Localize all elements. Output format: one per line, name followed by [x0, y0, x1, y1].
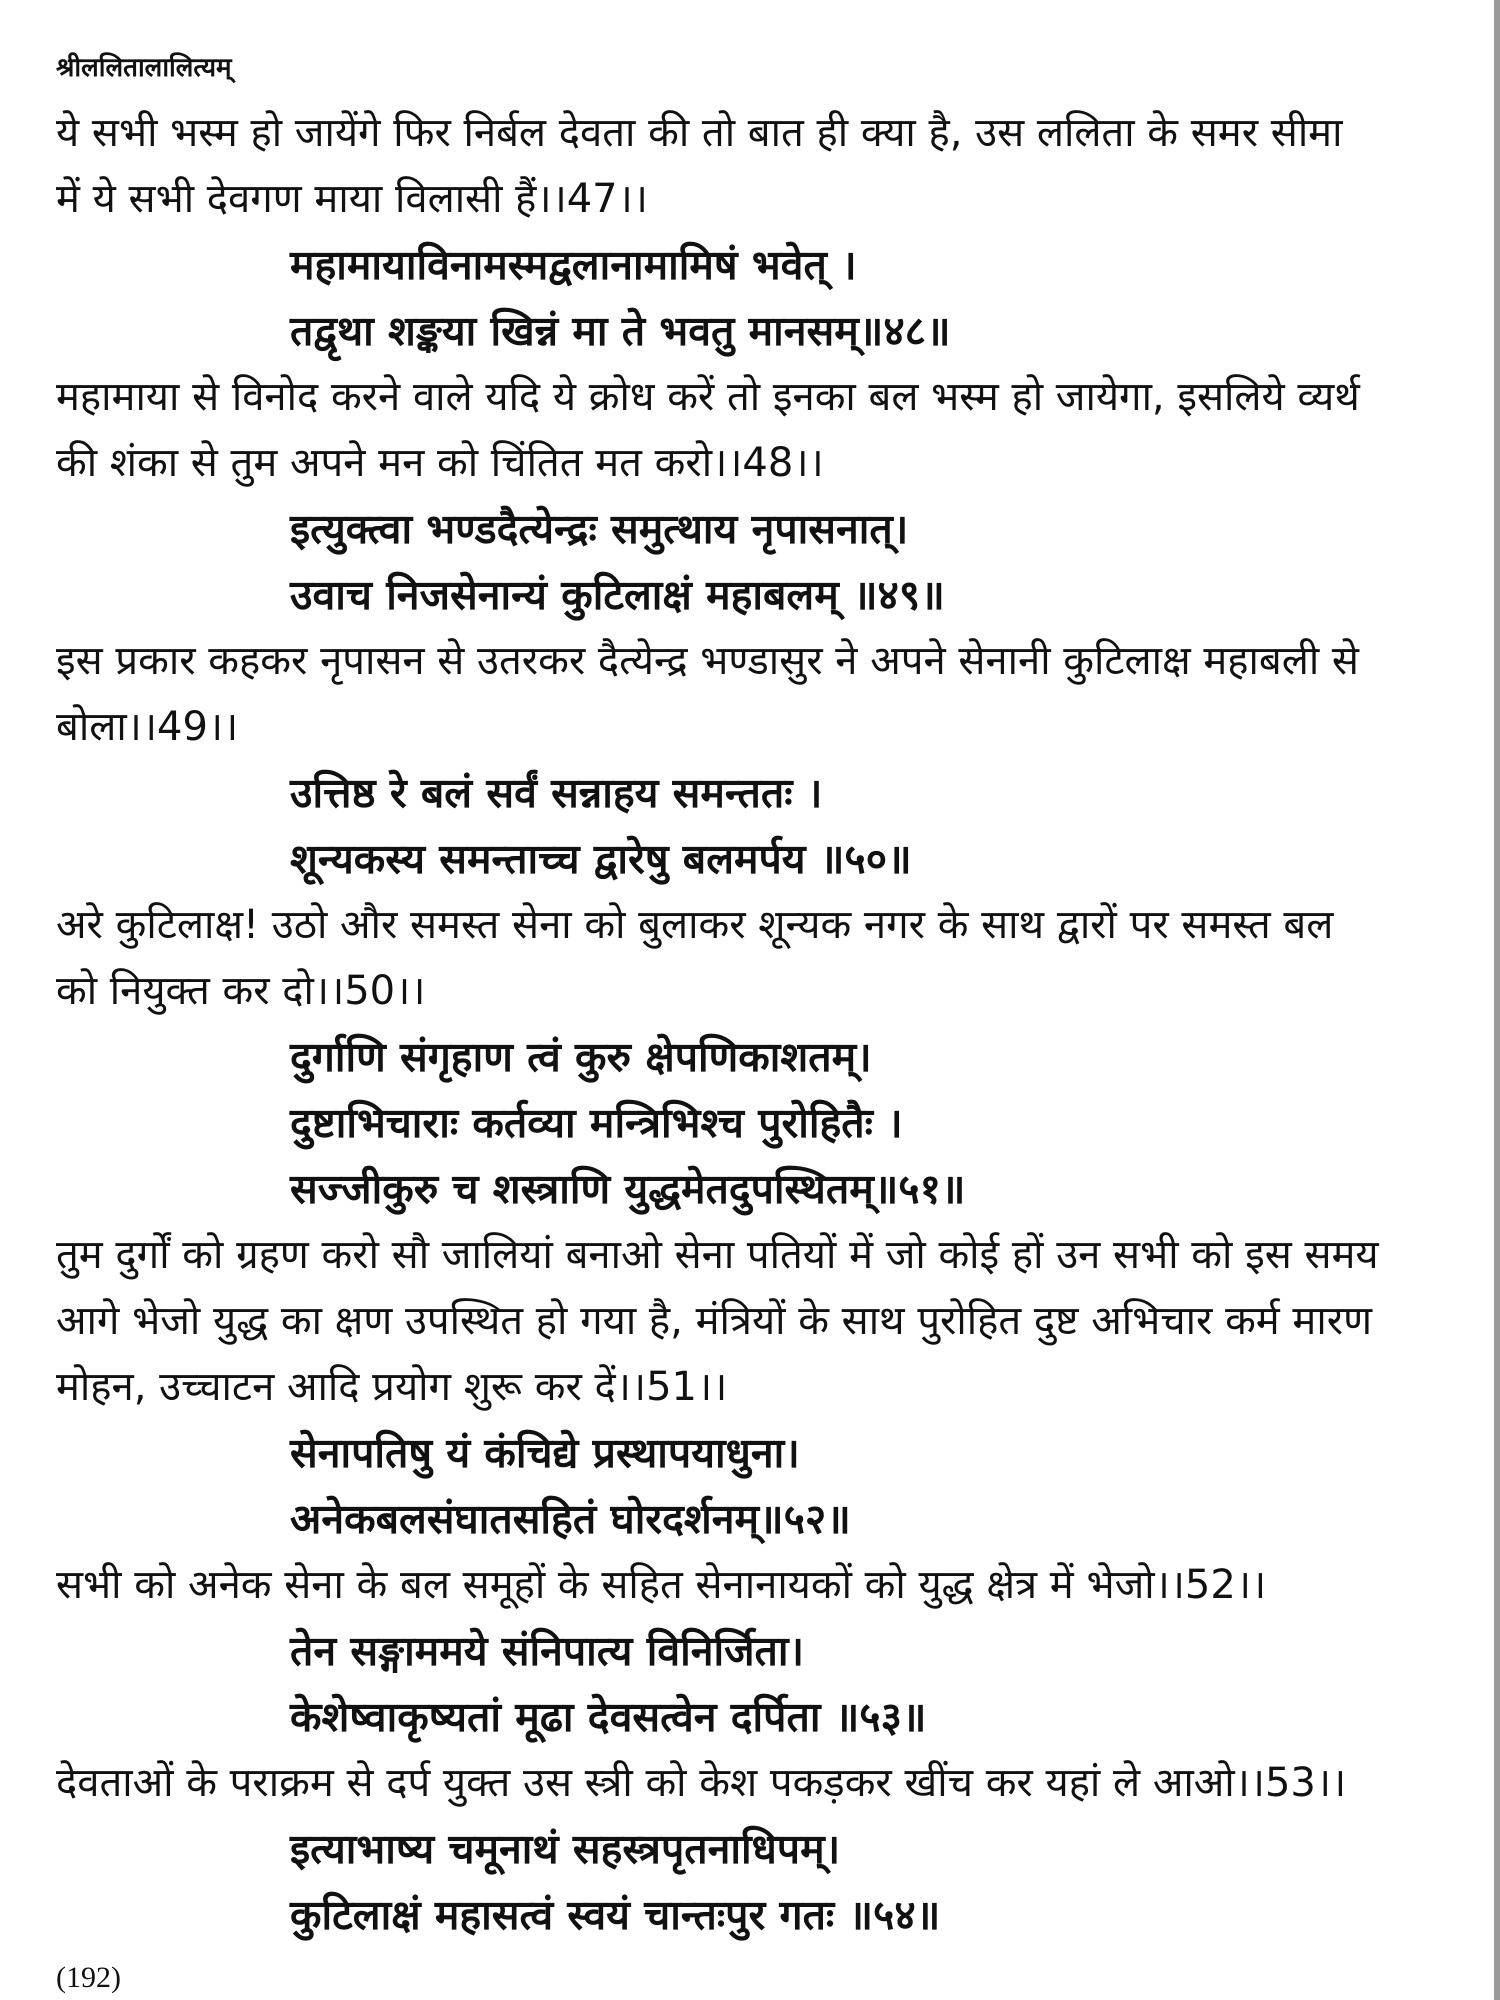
prose-line-5: इस प्रकार कहकर नृपासन से उतरकर दैत्येन्द्र भण्डासुर ने अपने सेनानी कुटिलाक्ष महाबली से: [56, 638, 1359, 684]
prose-line-9: तुम दुर्गों को ग्रहण करो सौ जालियां बनाओ सेना पतियों में जो कोई हों उन सभी को इस समय: [56, 1232, 1379, 1278]
verse-52-line-1: सेनापतिषु यं कंचिद्ये प्रस्थापयाधुना।: [290, 1429, 800, 1477]
prose-line-8: को नियुक्त कर दो।।50।।: [56, 968, 426, 1014]
prose-line-13: देवताओं के पराक्रम से दर्प युक्त उस स्त्री को केश पकड़कर खींच कर यहां ले आओ।।53।।: [56, 1760, 1347, 1806]
verse-50-line-1: उत्तिष्ठ रे बलं सर्वं सन्नाहय समन्ततः ।: [290, 769, 823, 817]
page-edge-shadow: [1494, 0, 1500, 2000]
verse-51-line-3: सज्जीकुरु च शस्त्राणि युद्धमेतदुपस्थितम्॥५१॥: [290, 1165, 966, 1213]
verse-48-line-1: महामायाविनामस्मद्वलानामामिषं भवेत् ।: [290, 241, 857, 289]
verse-54-line-1: इत्याभाष्य चमूनाथं सहस्त्रपृतनाधिपम्।: [290, 1825, 841, 1873]
running-header: श्रीललितालालित्यम्: [56, 53, 232, 83]
prose-line-11: मोहन, उच्चाटन आदि प्रयोग शुरू कर दें।।51।।: [56, 1364, 728, 1410]
verse-51-line-2: दुष्टाभिचाराः कर्तव्या मन्त्रिभिश्च पुरोहितैः ।: [290, 1099, 903, 1147]
prose-line-4: की शंका से तुम अपने मन को चिंतित मत करो।।48।।: [56, 440, 824, 486]
prose-line-6: बोला।।49।।: [56, 704, 239, 750]
verse-50-line-2: शून्यकस्य समन्ताच्च द्वारेषु बलमर्पय ॥५०॥: [290, 835, 912, 883]
page-number: (192): [56, 1961, 121, 1994]
verse-53-line-1: तेन सङ्गाममये संनिपात्य विनिर्जिता।: [290, 1627, 805, 1675]
prose-line-12: सभी को अनेक सेना के बल समूहों के सहित सेनानायकों को युद्ध क्षेत्र में भेजो।।52।।: [56, 1562, 1267, 1608]
verse-48-line-2: तद्वृथा शङ्कया खिन्नं मा ते भवतु मानसम्॥४८॥: [290, 307, 951, 355]
verse-51-line-1: दुर्गाणि संगृहाण त्वं कुरु क्षेपणिकाशतम्।: [290, 1033, 872, 1081]
verse-52-line-2: अनेकबलसंघातसहितं घोरदर्शनम्॥५२॥: [290, 1495, 851, 1543]
verse-49-line-2: उवाच निजसेनान्यं कुटिलाक्षं महाबलम् ॥४९॥: [290, 571, 945, 619]
verse-49-line-1: इत्युक्त्वा भण्डदैत्येन्द्रः समुत्थाय नृपासनात्।: [290, 505, 909, 553]
prose-line-2: में ये सभी देवगण माया विलासी हैं।।47।।: [56, 176, 648, 222]
prose-line-1: ये सभी भस्म हो जायेंगे फिर निर्बल देवता की तो बात ही क्या है, उस ललिता के समर सीमा: [56, 110, 1343, 156]
verse-53-line-2: केशेष्वाकृष्यतां मूढा देवसत्वेन दर्पिता ॥५३॥: [290, 1693, 927, 1741]
prose-line-3: महामाया से विनोद करने वाले यदि ये क्रोध करें तो इनका बल भस्म हो जायेगा, इसलिये व्यर्थ: [56, 374, 1360, 420]
prose-line-7: अरे कुटिलाक्ष! उठो और समस्त सेना को बुलाकर शून्यक नगर के साथ द्वारों पर समस्त बल: [56, 902, 1334, 948]
prose-line-10: आगे भेजो युद्ध का क्षण उपस्थित हो गया है, मंत्रियों के साथ पुरोहित दुष्ट अभिचार कर्म मारण: [56, 1298, 1372, 1344]
verse-54-line-2: कुटिलाक्षं महासत्वं स्वयं चान्तःपुर गतः ॥५४॥: [290, 1891, 941, 1939]
